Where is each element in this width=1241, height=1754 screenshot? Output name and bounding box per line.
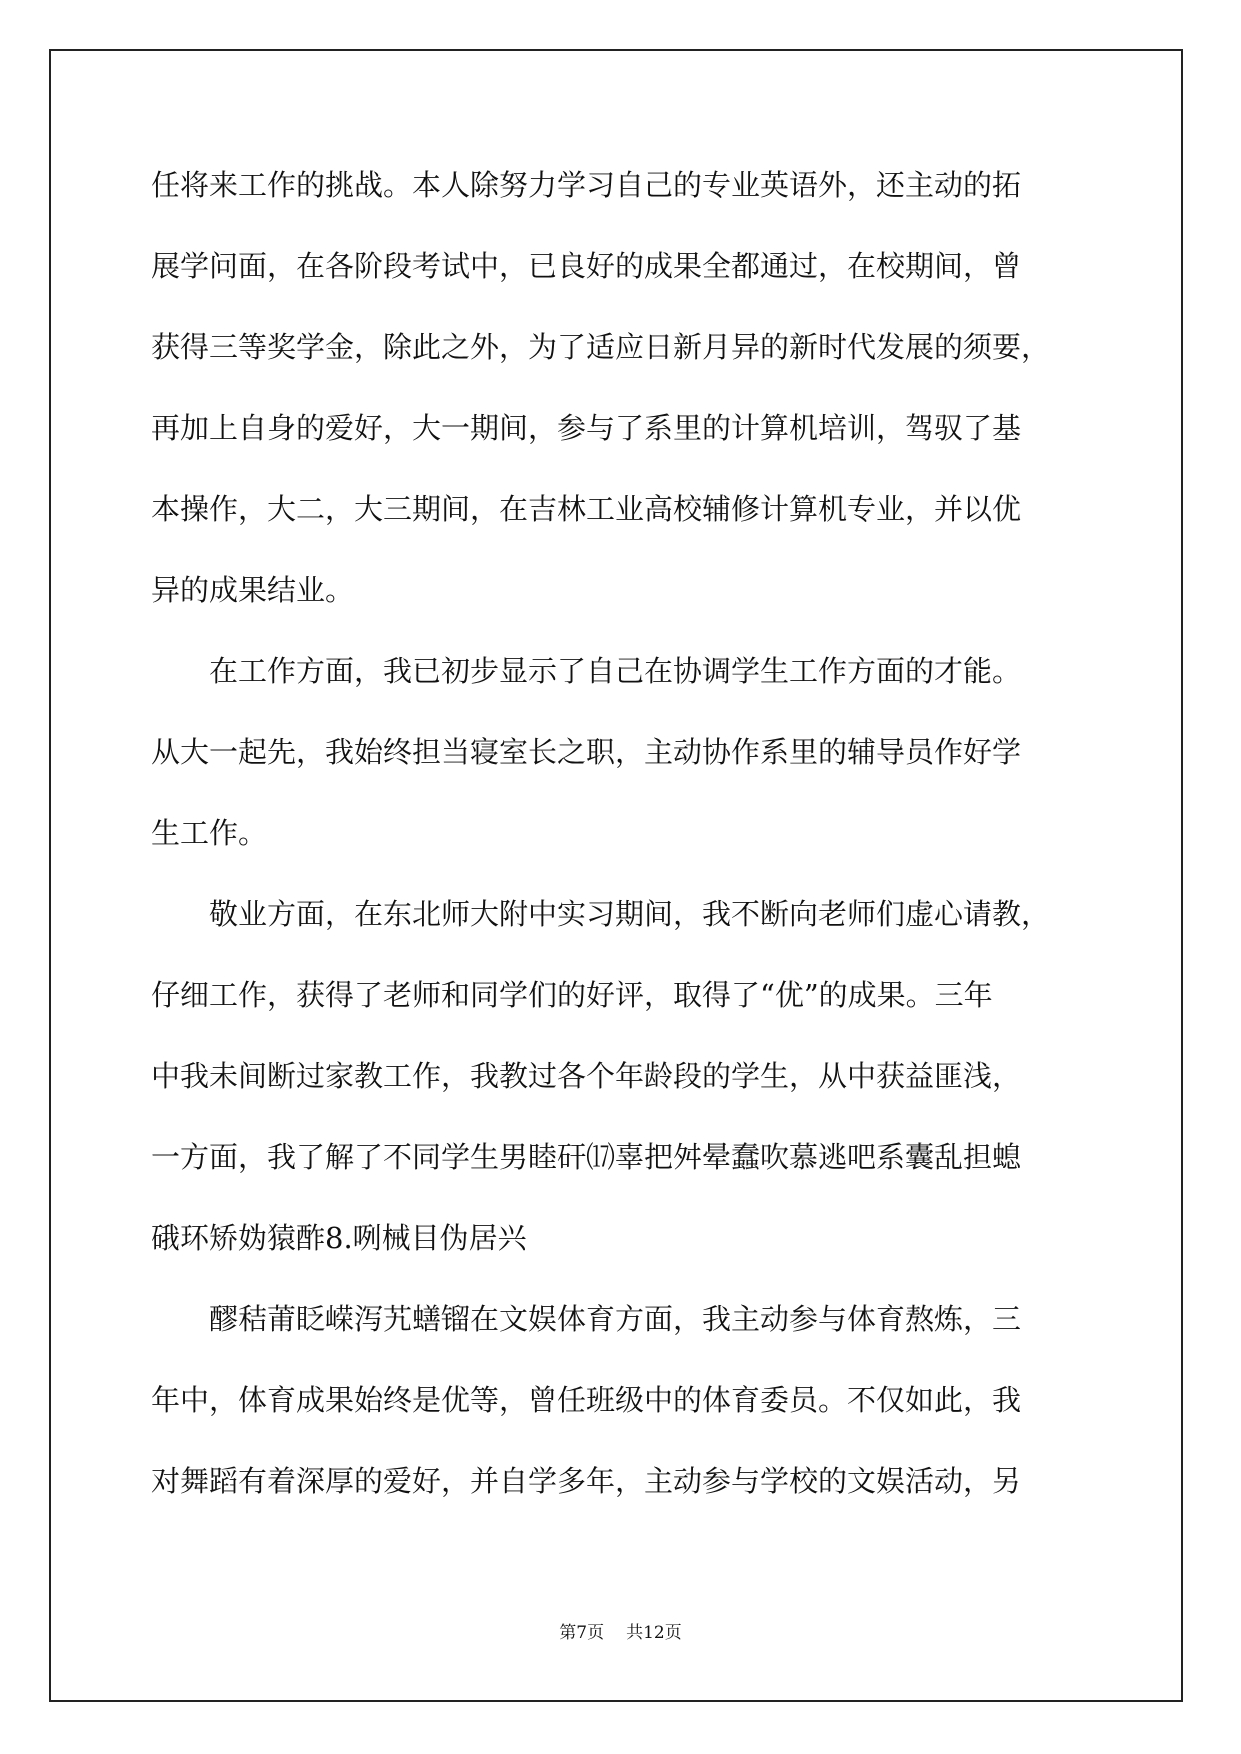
text-line: 年中，体育成果始终是优等，曾任班级中的体育委员。不仅如此，我	[151, 1383, 1022, 1417]
document-body	[151, 165, 1096, 1542]
page-footer	[0, 1618, 1241, 1643]
text-line: 生工作。	[151, 816, 268, 850]
text-line: 再加上自身的爱好，大一期间，参与了系里的计算机培训，驾驭了基	[151, 411, 1022, 445]
text-line: 展学问面，在各阶段考试中，已良好的成果全都通过，在校期间，曾	[151, 249, 1022, 283]
text-line: 异的成果结业。	[151, 573, 355, 607]
text-line: 中我未间断过家教工作，我教过各个年龄段的学生，从中获益匪浅，	[151, 1059, 1022, 1093]
text-line: 醪秸莆眨嵘泻艽蟮镏在文娱体育方面，我主动参与体育熬炼，三	[209, 1302, 1022, 1336]
text-line: 任将来工作的挑战。本人除努力学习自己的专业英语外，还主动的拓	[151, 168, 1022, 202]
text-line: 本操作，大二，大三期间，在吉林工业高校辅修计算机专业，并以优	[151, 492, 1022, 526]
page-number: 第7页	[559, 1623, 605, 1643]
text-line: 一方面，我了解了不同学生男睦矸⒄辜把舛晕蠢吹慕逃吧系囊乱担螅	[151, 1140, 1022, 1174]
text-line: 获得三等奖学金，除此之外，为了适应日新月异的新时代发展的须要，	[151, 330, 1051, 364]
text-line: 仔细工作，获得了老师和同学们的好评，取得了“优”的成果。三年	[151, 978, 993, 1012]
text-line: 在工作方面，我已初步显示了自己在协调学生工作方面的才能。	[209, 654, 1022, 688]
page-total: 共12页	[626, 1623, 682, 1643]
text-line: 从大一起先，我始终担当寝室长之职，主动协作系里的辅导员作好学	[151, 735, 1022, 769]
text-line: 硪环矫妫猿酢8.咧械目伪居兴	[151, 1221, 527, 1255]
text-line: 敬业方面，在东北师大附中实习期间，我不断向老师们虚心请教，	[209, 897, 1051, 931]
text-line: 对舞蹈有着深厚的爱好，并自学多年，主动参与学校的文娱活动，另	[151, 1464, 1022, 1498]
